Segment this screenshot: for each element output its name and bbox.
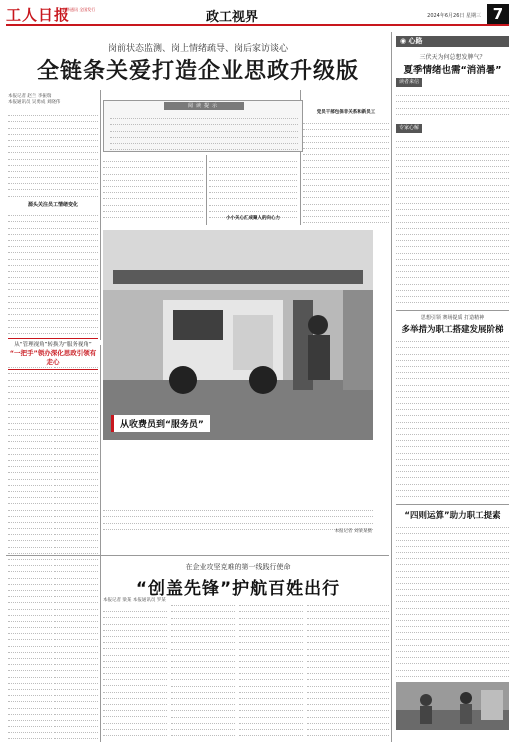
photo-credit: 本报记者 刘某某摄 xyxy=(334,529,372,534)
column-subtitle: 三伏天为何总想发脾气？ xyxy=(419,54,486,61)
news-photo xyxy=(103,230,373,440)
article-body xyxy=(103,606,167,742)
column-divider xyxy=(391,32,392,742)
lead-headline: 全链条关爱打造企业思政升级版 xyxy=(36,59,359,84)
section-tag: 专家心解 xyxy=(396,124,422,133)
article-body xyxy=(239,600,303,742)
newspaper-logo: 工人日报 xyxy=(6,6,71,24)
lead-subhead: 岗前状态监测、岗上情绪疏导、岗后家访谈心 xyxy=(107,44,288,54)
section-title: 政工视界 xyxy=(206,10,259,25)
article-body xyxy=(396,336,509,500)
section-heading: 小小关心汇成聚人的向心力 xyxy=(226,216,280,221)
article-body xyxy=(396,522,509,678)
bottom-subhead: 在企业攻坚克难的第一线践行使命 xyxy=(185,563,291,571)
bottom-headline: “创盖先锋”护航百姓出行 xyxy=(135,579,341,599)
section-divider xyxy=(396,310,509,311)
photo-label: 从收费员到“服务员” xyxy=(111,415,210,432)
reading-tips-title: 阅读提示 xyxy=(164,102,244,110)
toll-station-photo xyxy=(103,230,373,440)
article-body xyxy=(396,136,509,306)
article-body xyxy=(8,362,52,742)
article-body xyxy=(171,600,235,742)
article-body xyxy=(303,118,389,226)
story2-headline: 多举措为职工搭建发展阶梯 xyxy=(401,325,504,335)
article-body xyxy=(8,210,98,336)
masthead xyxy=(6,4,509,26)
section-divider xyxy=(396,504,509,505)
staff-photo xyxy=(396,682,509,730)
photo-caption xyxy=(103,505,373,530)
article-body xyxy=(396,90,509,120)
column-divider xyxy=(206,155,207,225)
small-photo xyxy=(396,682,509,730)
section-heading: 源头关注员工情绪变化 xyxy=(27,202,78,208)
story2-subhead: 思想引领 赛场提质 打造精神 xyxy=(420,315,485,321)
article-body xyxy=(8,110,98,198)
dateline: 2024年6月26日 星期三 xyxy=(427,13,481,19)
column-header: ◉ 心路 xyxy=(396,36,509,47)
column-divider xyxy=(100,345,101,742)
reading-tips-box xyxy=(103,100,303,152)
column-divider xyxy=(100,90,101,340)
heart-icon: ◉ xyxy=(400,37,407,45)
section-heading: 党员干部包保非关系和新员工 xyxy=(316,110,376,115)
left-story-title: 从“管理视角”转换为“服务视角” “一把手”领办深化思政引领有走心 xyxy=(8,338,98,370)
story3-headline: “四则运算”助力职工提素 xyxy=(404,511,501,521)
lead-byline: 本报记者 赵兰 李振瑞 本报通讯员 吴勇成 刘晓伟 xyxy=(8,94,61,105)
logo-subtitle: 新华通讯 全国发行 xyxy=(62,7,96,12)
article-body xyxy=(307,600,389,742)
article-body xyxy=(54,362,98,742)
page-number: 7 xyxy=(487,4,509,24)
article-body xyxy=(103,156,203,222)
bottom-byline: 本报记者 梁某 本报通讯员 罗某 xyxy=(103,598,166,603)
column-headline: 夏季情绪也需“消消暑” xyxy=(403,65,502,76)
section-tag: 读者来信 xyxy=(396,78,422,87)
